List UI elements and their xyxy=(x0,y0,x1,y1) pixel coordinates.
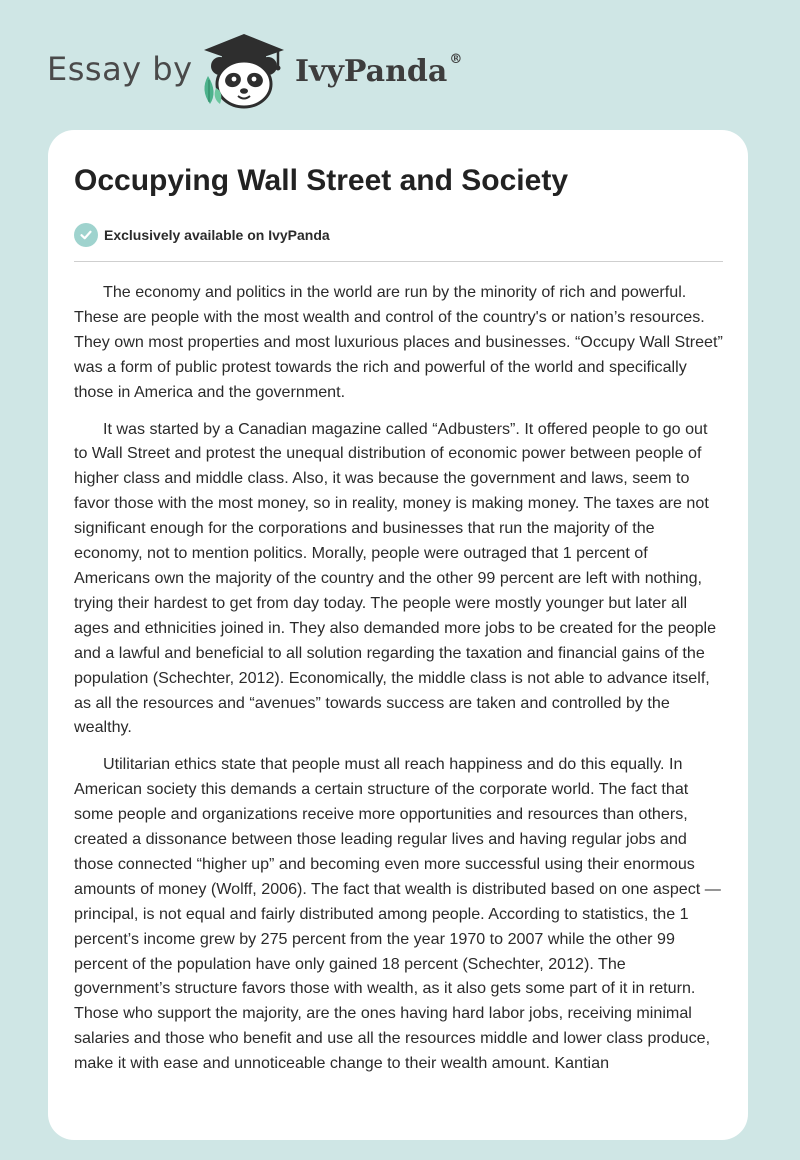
essay-by-label: Essay by xyxy=(47,50,193,88)
paragraph: Utilitarian ethics state that people must all reach happiness and do this equally. In American society this demands a certain structure of the corporate world. The fact that some people and organizations receive more opportunities and resources than others, created a dissonance between those leading regular lives and having regular jobs and those connected “higher up” and becoming even more successful using their enormous amounts of money (Wolff, 2006). The fact that wealth is distributed based on one aspect —principal, is not equal and fairly distributed among people. According to statistics, the 1 percent’s income grew by 275 percent from the year 1970 to 2007 while the other 99 percent of the population have only gained 18 percent (Schechter, 2012). The government’s structure favors those with wealth, as it also gets some part of it in return. Those who support the majority, are the ones having hard labor jobs, receiving minimal salaries and those who benefit and use all the resources middle and lower class produce, make it with ease and unnoticeable change to their wealth amount. Kantian xyxy=(74,755,721,1073)
page-title: Occupying Wall Street and Society xyxy=(74,164,569,197)
trademark-symbol: ® xyxy=(449,52,463,67)
brand-name[interactable] xyxy=(295,54,462,89)
ivypanda-logo-icon[interactable] xyxy=(198,32,290,110)
check-circle-icon xyxy=(74,223,98,247)
exclusive-badge xyxy=(74,222,330,248)
divider xyxy=(74,261,723,262)
brand-text: IvyPanda xyxy=(295,54,448,89)
site-header xyxy=(0,0,800,130)
paragraph: The economy and politics in the world are run by the minority of rich and powerful. These are people with the most wealth and control of the country's or nation’s resources. They own most properties and most luxurious places and businesses. “Occupy Wall Street” was a form of public protest towards the rich and powerful of the world and specifically those in America and the government. xyxy=(74,283,723,401)
essay-body xyxy=(74,280,725,1088)
essay-card xyxy=(48,130,748,1140)
paragraph: It was started by a Canadian magazine called “Adbusters”. It offered people to go out to Wall Street and protest the unequal distribution of economic power between people of higher class and middle class. Also, it was because the government and laws, seem to favor those with the most money, so in reality, money is making money. The taxes are not significant enough for the corporations and businesses that run the majority of the economy, not to mention politics. Morally, people were outraged that 1 percent of Americans own the majority of the country and the other 99 percent are left with nothing, trying their hardest to get from day today. The people were mostly younger but later all ages and ethnicities joined in. They also demanded more jobs to be created for the people and a lawful and beneficial to all solution regarding the taxation and financial gains of the population (Schechter, 2012). Economically, the middle class is not able to advance itself, as all the resources and “avenues” towards success are taken and controlled by the wealthy. xyxy=(74,419,717,737)
exclusive-badge-label: Exclusively available on IvyPanda xyxy=(104,227,330,243)
